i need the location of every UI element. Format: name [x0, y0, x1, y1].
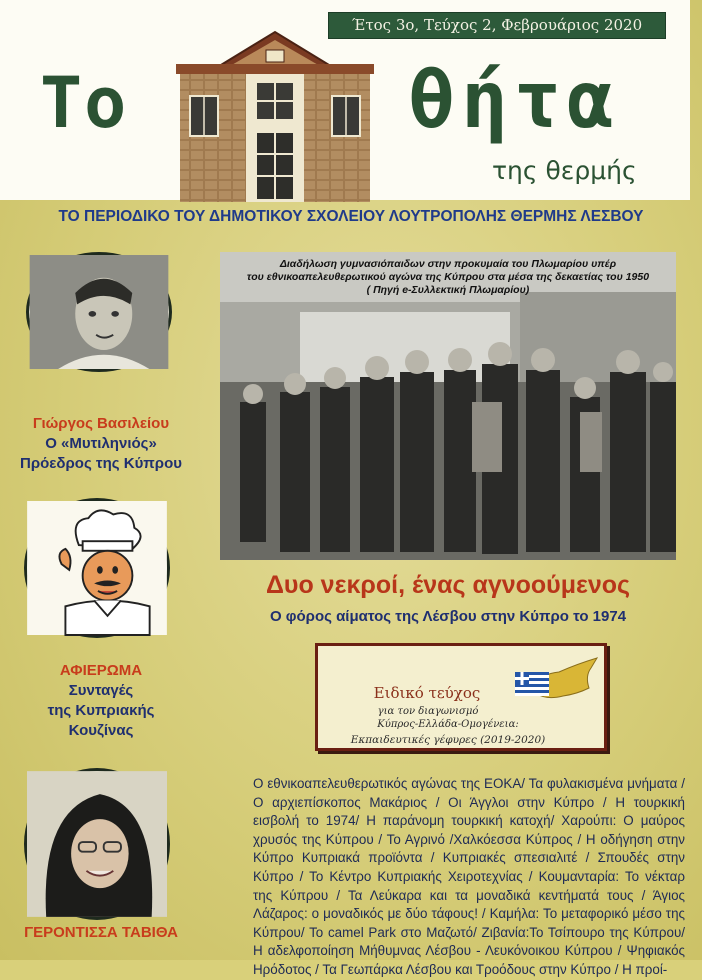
caption-recipes-line4: Κουζίνας	[68, 722, 134, 739]
title-left: Το	[40, 62, 129, 144]
masthead	[0, 0, 690, 200]
caption-recipes-title: ΑΦΙΕΡΩΜΑ	[59, 662, 143, 679]
portrait-chef	[24, 498, 170, 638]
portrait-vasileiou	[26, 252, 172, 372]
special-issue-box	[315, 643, 607, 751]
contents-list: Ο εθνικοαπελευθερωτικός αγώνας της ΕΟΚΑ/ Τα φυλακισμένα μνήματα / Ο αρχιεπίσκοπος Μακάριος / Οι Άγγλοι στην Κύπρο / Η τουρκική εισβολή το 1974/ Η παράνομη τουρκική κατοχή/ Χαρούπι: Ο μαύρος χρυσός της Κύπρου / Το Αγρινό /Χαλκόεσσα Κύπρος / Η οδήγηση στην Κύπρο Κυπριακά προϊόντα / Κυπριακές σπεσιαλιτέ / Σπουδές στην Κύπρο / Το Κέντρο Κυπριακής Χειροτεχνίας / Κουμανταρία: Το νέκταρ της Κύπρου / Τα Λεύκαρα και τα μοναδικά κεντήματά τους / Άγιος Λάζαρος: ο μοναδικός με δύο τάφους! / Καμήλα: Το μεταφορικό μέσο της Κύπρου/ Το camel Park στο Μαζωτό/ Ζιβανία:Το Τσίπουρο της Κύπρου/ Η αδελφοποίηση Μήθυμνας Λέσβου - Λευκόνοικου Κύπρου / Ψηφιακός Ηρόδοτος / Τα Γεωπάρκα Λέσβου και Τροόδους στην Κύπρο / Η προί-	[253, 776, 685, 977]
nun-portrait-icon	[27, 771, 167, 917]
portrait-nun	[24, 768, 170, 920]
photo-caption	[230, 258, 666, 297]
special-issue-line2: Κύπρος-Ελλάδα-Ομογένεια:	[377, 719, 519, 730]
caption-recipes-line3: της Κυπριακής	[47, 702, 155, 719]
chef-cartoon-icon	[27, 501, 167, 635]
caption-vasileiou	[8, 414, 194, 474]
caption-tavitha-name: ΓΕΡΟΝΤΙΣΣΑ ΤΑΒΙΘΑ	[24, 924, 178, 941]
subheadline: Ο φόρος αίματος της Λέσβου στην Κύπρο το 1974	[269, 608, 627, 625]
caption-recipes-line2: Συνταγές	[68, 682, 134, 699]
school-line: ΤΟ ΠΕΡΙΟΔΙΚΟ ΤΟΥ ΔΗΜΟΤΙΚΟΥ ΣΧΟΛΕΙΟΥ ΛΟΥΤΡΟΠΟΛΗΣ ΘΕΡΜΗΣ ΛΕΣΒΟΥ	[58, 208, 644, 225]
caption-recipes	[8, 661, 194, 741]
cyprus-flag-icon	[511, 654, 601, 714]
photo-caption-line3: ( Πηγή e-Συλλεκτική Πλωμαρίου)	[366, 284, 530, 296]
caption-vasileiou-line3: Πρόεδρος της Κύπρου	[20, 455, 182, 472]
caption-tavitha	[8, 923, 194, 943]
headline: Δυο νεκροί, ένας αγνοούμενος	[265, 571, 631, 599]
caption-vasileiou-name: Γιώργος Βασιλείου	[32, 415, 170, 432]
photo-caption-line1: Διαδήλωση γυμνασιόπαιδων στην προκυμαία του Πλωμαρίου υπέρ	[279, 258, 617, 270]
photo-caption-line2: του εθνικοαπελευθερωτικού αγώνα της Κύπρου στα μέσα της δεκαετίας του 1950	[246, 271, 650, 283]
special-issue-line3: Εκπαιδευτικές γέφυρες (2019-2020)	[350, 734, 546, 746]
school-building-illustration	[176, 30, 374, 202]
special-issue-line1: για τον διαγωνισμό	[377, 706, 479, 717]
main-photo	[220, 252, 676, 560]
caption-vasileiou-line2: Ο «Μυτιληνιός»	[45, 435, 157, 452]
demonstration-photo	[220, 252, 676, 560]
school-building-icon	[176, 30, 374, 202]
cyprus-map-greek-flag	[511, 654, 601, 714]
special-issue-title: Ειδικό τεύχος	[373, 684, 481, 702]
subtitle: της θερμής	[492, 156, 637, 185]
issue-badge: Έτος 3ο, Τεύχος 2, Φεβρουάριος 2020	[328, 12, 666, 39]
title-right: θήτα	[408, 56, 620, 146]
boy-portrait-icon	[29, 255, 169, 369]
